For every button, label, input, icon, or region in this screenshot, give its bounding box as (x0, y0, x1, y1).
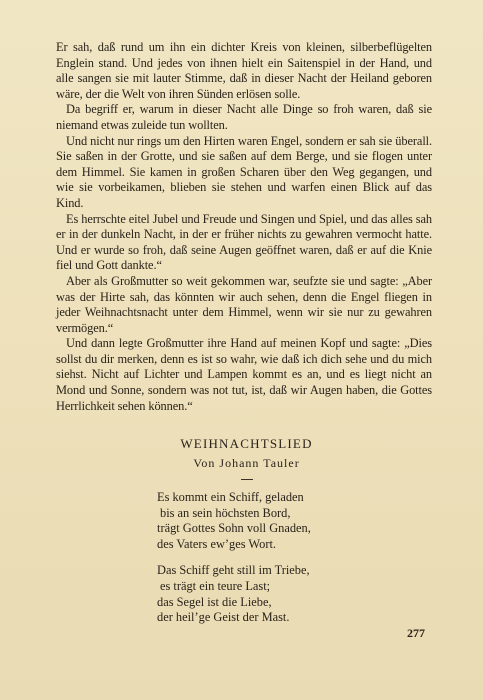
poem-title: WEIHNACHTSLIED (180, 436, 313, 451)
poem-author: Von Johann Tauler (193, 456, 300, 470)
paragraph: Er sah, daß rund um ihn ein dichter Kreis von kleinen, silberbeflügelten Englein stand. Und jedes von ihnen hielt ein Saitenspiel in der Hand, und alle sangen sie mit lauter Stimme, daß in dieser Nacht der Heiland geboren wäre, der die Welt von ihren Sünden erlösen solle. (56, 40, 432, 101)
paragraph: Aber als Großmutter so weit gekommen war, seufzte sie und sagte: „Aber was der Hirte sah, das könnten wir auch sehen, denn die Engel fliegen in jeder Weihnachtsnacht unter dem Himmel, wenn wir sie nur zu gewahren vermögen.“ (56, 273, 432, 335)
story-text (56, 40, 432, 414)
poem-heading (0, 436, 483, 480)
poem-line: bis an sein höchsten Bord, (160, 505, 291, 520)
stanza (157, 490, 311, 552)
poem-line: es trägt ein teure Last; (160, 578, 271, 593)
poem-line: Das Schiff geht still im Triebe, (157, 563, 310, 578)
divider (241, 479, 253, 480)
paragraph: Da begriff er, warum in dieser Nacht alle Dinge so froh waren, daß sie niemand etwas zuleide tun wollten. (56, 102, 432, 132)
page-number: 277 (407, 626, 425, 640)
poem-line: der heil’ge Geist der Mast. (157, 610, 290, 625)
paragraph: Es herrschte eitel Jubel und Freude und Singen und Spiel, und das alles sah er in der dunkeln Nacht, in der er früher nichts zu gewahren vermocht hatte. Und er wurde so froh, daß seine Augen geöffnet waren, daß er auf die Knie fiel und Gott dankte.“ (56, 211, 432, 273)
poem-line: des Vaters ew’ges Wort. (157, 536, 276, 551)
stanza (157, 563, 311, 625)
poem-line: trägt Gottes Sohn voll Gnaden, (157, 521, 311, 536)
paragraph: Und nicht nur rings um den Hirten waren Engel, sondern er sah sie überall. Sie saßen in der Grotte, und sie saßen auf dem Berge, und sie flogen unter dem Himmel. Sie kamen in großen Scharen über den Weg gegangen, und wie sie vorbeikamen, blieben sie stehen und warfen einen Blick auf das Kind. (56, 133, 432, 210)
poem-line: Es kommt ein Schiff, geladen (157, 490, 304, 504)
paragraph: Und dann legte Großmutter ihre Hand auf meinen Kopf und sagte: „Dies sollst du dir merken, denn es ist so wahr, wie daß ich dich sehe und du mich siehst. Nicht auf Lichter und Lampen kommt es an, und es liegt nicht an Mond und Sonne, sondern was not tut, ist, daß wir Augen haben, die Gottes Herrlichkeit sehen können.“ (56, 336, 432, 413)
poem-line: das Segel ist die Liebe, (157, 594, 272, 609)
poem (157, 490, 311, 626)
